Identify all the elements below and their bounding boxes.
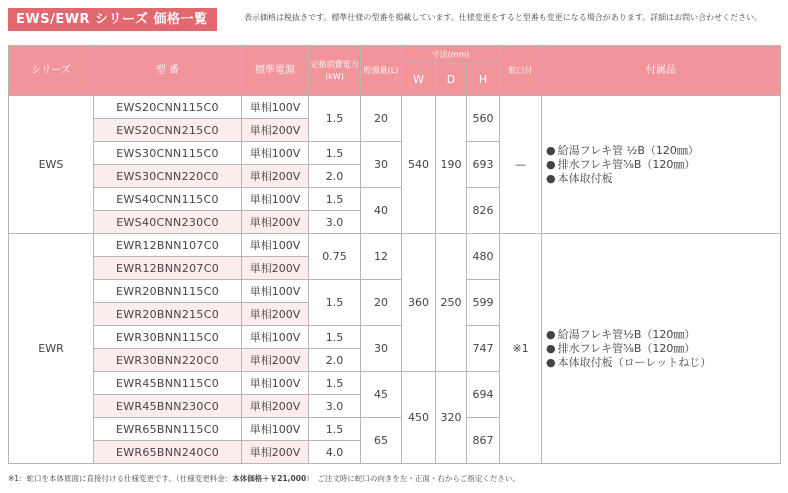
power-cell: 単相100V: [242, 188, 309, 211]
width-cell: 540: [402, 96, 436, 234]
model-cell: EWR65BNN115C0: [94, 418, 242, 441]
page-title: EWS/EWR シリーズ 価格一覧: [8, 8, 217, 31]
power-cell: 単相100V: [242, 142, 309, 165]
kw-cell: 1.5: [309, 418, 361, 441]
model-cell: EWR65BNN240C0: [94, 441, 242, 464]
power-cell: 単相200V: [242, 395, 309, 418]
accessories-cell: [542, 234, 781, 464]
model-cell: EWS20CNN115C0: [94, 96, 242, 119]
accessory-item: ● 排水フレキ管⅝B（120㎜）: [546, 342, 780, 356]
footnote: [8, 473, 520, 484]
power-cell: 単相100V: [242, 280, 309, 303]
power-cell: 単相200V: [242, 211, 309, 234]
footnote-price: 本体価格＋￥21,000: [232, 474, 307, 483]
storage-cell: 20: [361, 280, 402, 326]
model-cell: EWR20BNN115C0: [94, 280, 242, 303]
height-cell: 747: [467, 326, 500, 372]
power-cell: 単相100V: [242, 418, 309, 441]
footnote-prefix: ※1：蛇口を本体底面に直接付ける仕様変更です。（仕様変更料金：: [8, 474, 233, 483]
kw-cell: 4.0: [309, 441, 361, 464]
model-cell: EWR45BNN230C0: [94, 395, 242, 418]
power-cell: 単相200V: [242, 349, 309, 372]
power-cell: 単相100V: [242, 326, 309, 349]
header-note: 表示価格は税抜きです。標準仕様の型番を掲載しています。仕様変更をすると型番も変更になる場合があります。詳細はお問い合わせください。: [244, 13, 763, 22]
height-cell: 826: [467, 188, 500, 234]
storage-cell: 65: [361, 418, 402, 464]
width-cell: 360: [402, 234, 436, 372]
power-cell: 単相100V: [242, 234, 309, 257]
accessory-item: ● 本体取付板: [546, 172, 780, 186]
kw-cell: 1.5: [309, 142, 361, 165]
kw-cell: 0.75: [309, 234, 361, 280]
depth-cell: 190: [436, 96, 467, 234]
storage-cell: 45: [361, 372, 402, 418]
height-cell: 694: [467, 372, 500, 418]
header-power: 標準電源: [242, 46, 309, 96]
power-cell: 単相200V: [242, 257, 309, 280]
series-cell: EWS: [9, 96, 94, 234]
model-cell: EWS30CNN220C0: [94, 165, 242, 188]
header-storage: 貯湯量(L): [361, 46, 402, 96]
header-accessories: 付属品: [542, 46, 781, 96]
header-consumption: 定格消費電力(kW): [309, 46, 361, 96]
depth-cell: 320: [436, 372, 467, 464]
model-cell: EWS40CNN115C0: [94, 188, 242, 211]
model-cell: EWR20BNN215C0: [94, 303, 242, 326]
kw-cell: 1.5: [309, 372, 361, 395]
header-h: H: [467, 64, 500, 96]
power-cell: 単相100V: [242, 372, 309, 395]
header-faucet: 蛇口付: [500, 46, 542, 96]
storage-cell: 12: [361, 234, 402, 280]
kw-cell: 2.0: [309, 165, 361, 188]
header-d: D: [436, 64, 467, 96]
height-cell: 599: [467, 280, 500, 326]
model-cell: EWR12BNN207C0: [94, 257, 242, 280]
kw-cell: 1.5: [309, 96, 361, 142]
accessory-item: ● 本体取付板（ローレットねじ）: [546, 356, 780, 370]
model-cell: EWS30CNN115C0: [94, 142, 242, 165]
price-table: [8, 45, 781, 464]
model-cell: EWS20CNN215C0: [94, 119, 242, 142]
model-cell: EWR12BNN107C0: [94, 234, 242, 257]
kw-cell: 1.5: [309, 280, 361, 326]
table-row: [9, 96, 781, 119]
model-cell: EWR45BNN115C0: [94, 372, 242, 395]
depth-cell: 250: [436, 234, 467, 372]
accessory-item: ● 給湯フレキ管 ½B（120㎜）: [546, 144, 780, 158]
kw-cell: 3.0: [309, 395, 361, 418]
header-model: 型 番: [94, 46, 242, 96]
accessory-item: ● 給湯フレキ管½B（120㎜）: [546, 328, 780, 342]
kw-cell: 2.0: [309, 349, 361, 372]
model-cell: EWS40CNN230C0: [94, 211, 242, 234]
header-dimensions: 寸法(mm): [402, 46, 500, 64]
height-cell: 560: [467, 96, 500, 142]
power-cell: 単相100V: [242, 96, 309, 119]
height-cell: 867: [467, 418, 500, 464]
footnote-suffix: ） ご注文時に蛇口の向きを左・正面・右からご指定ください。: [306, 474, 520, 483]
power-cell: 単相200V: [242, 165, 309, 188]
kw-cell: 1.5: [309, 326, 361, 349]
header-w: W: [402, 64, 436, 96]
series-cell: EWR: [9, 234, 94, 464]
power-cell: 単相200V: [242, 119, 309, 142]
faucet-cell: —: [500, 96, 542, 234]
faucet-cell: ※1: [500, 234, 542, 464]
width-cell: 450: [402, 372, 436, 464]
storage-cell: 20: [361, 96, 402, 142]
model-cell: EWR30BNN220C0: [94, 349, 242, 372]
power-cell: 単相200V: [242, 441, 309, 464]
storage-cell: 30: [361, 142, 402, 188]
accessory-item: ● 排水フレキ管⅝B（120㎜）: [546, 158, 780, 172]
storage-cell: 40: [361, 188, 402, 234]
header-series: シリーズ: [9, 46, 94, 96]
power-cell: 単相200V: [242, 303, 309, 326]
kw-cell: 1.5: [309, 188, 361, 211]
model-cell: EWR30BNN115C0: [94, 326, 242, 349]
height-cell: 693: [467, 142, 500, 188]
accessories-cell: [542, 96, 781, 234]
height-cell: 480: [467, 234, 500, 280]
table-row: [9, 234, 781, 257]
kw-cell: 3.0: [309, 211, 361, 234]
storage-cell: 30: [361, 326, 402, 372]
